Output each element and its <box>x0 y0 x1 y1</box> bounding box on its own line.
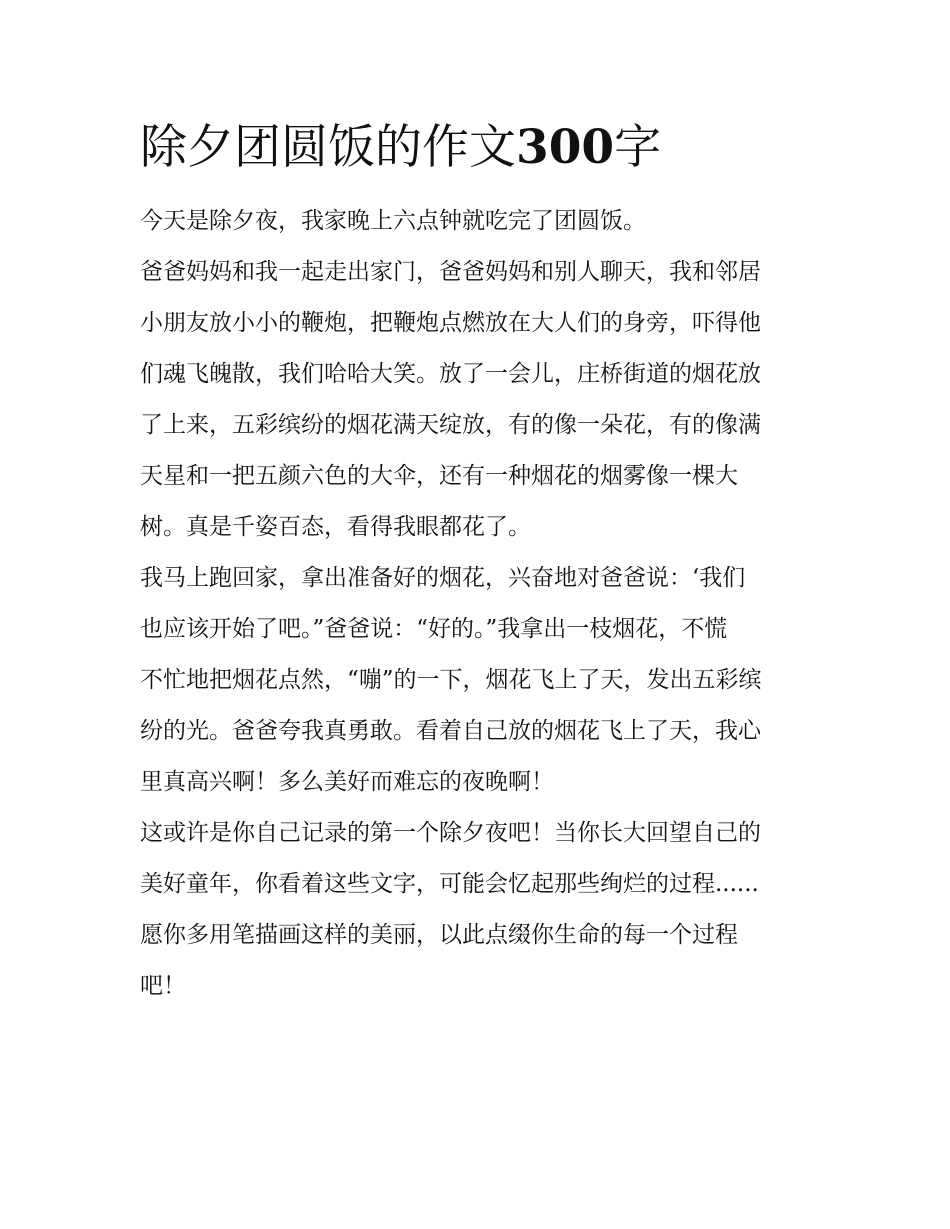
title-text: 除夕团圆饭的作文 <box>140 120 516 175</box>
text-line: 小朋友放小小的鞭炮，把鞭炮点燃放在大人们的身旁，吓得他 <box>140 310 761 336</box>
text-line: 了上来，五彩缤纷的烟花满天绽放，有的像一朵花，有的像满 <box>140 412 761 438</box>
text-line: 里真高兴啊！多么美好而难忘的夜晚啊！ <box>140 769 554 795</box>
text-line: 我马上跑回家，拿出准备好的烟花，兴奋地对爸爸说：‘我们 <box>140 565 746 591</box>
page-title <box>140 118 661 178</box>
text-line: 这或许是你自己记录的第一个除夕夜吧！当你长大回望自己的 <box>140 820 761 846</box>
text-line: 爸爸妈妈和我一起走出家门，爸爸妈妈和别人聊天，我和邻居 <box>140 259 761 285</box>
paragraph-2 <box>140 247 820 553</box>
text-line: 今天是除夕夜，我家晚上六点钟就吃完了团圆饭。 <box>140 208 646 234</box>
text-line: 愿你多用笔描画这样的美丽，以此点缀你生命的每一个过程 <box>140 922 738 948</box>
text-line: 美好童年，你看着这些文字，可能会忆起那些绚烂的过程...... <box>140 871 759 897</box>
paragraph-3 <box>140 553 820 808</box>
title-suffix: 字 <box>614 120 662 175</box>
text-line: 也应该开始了吧。”爸爸说：“好的。”我拿出一枝烟花，不慌 <box>140 616 728 642</box>
text-line: 们魂飞魄散，我们哈哈大笑。放了一会儿，庄桥街道的烟花放 <box>140 361 761 387</box>
text-line: 不忙地把烟花点然，“嘣”的一下，烟花飞上了天，发出五彩缤 <box>140 667 762 693</box>
paragraph-1 <box>140 196 820 247</box>
text-line: 吧！ <box>140 973 186 999</box>
text-line: 树。真是千姿百态，看得我眼都花了。 <box>140 514 531 540</box>
text-line: 天星和一把五颜六色的大伞，还有一种烟花的烟雾像一棵大 <box>140 463 738 489</box>
article-body <box>140 196 820 1012</box>
paragraph-4 <box>140 808 820 1012</box>
title-number: 300 <box>516 120 615 175</box>
text-line: 纷的光。爸爸夸我真勇敢。看着自己放的烟花飞上了天，我心 <box>140 718 761 744</box>
